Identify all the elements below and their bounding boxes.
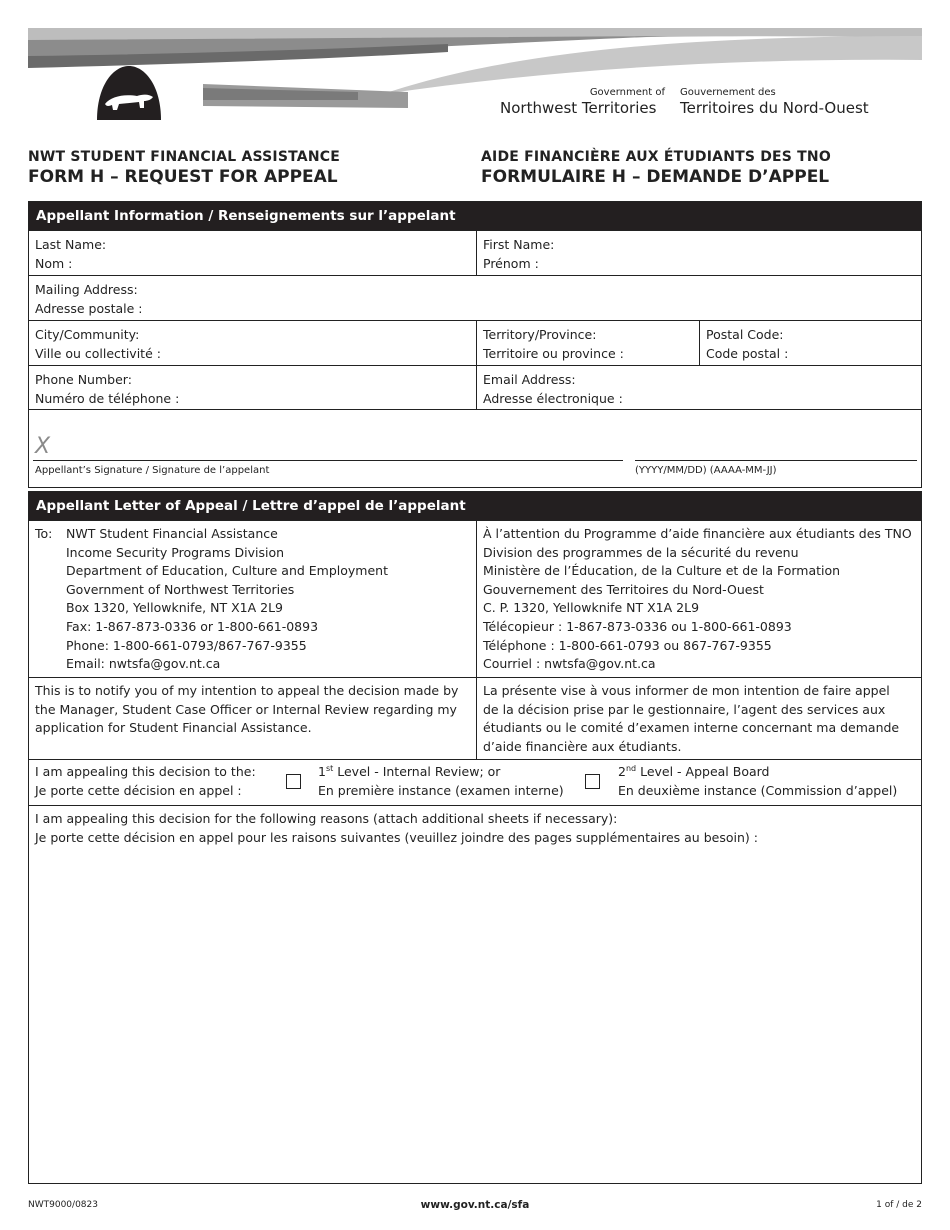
mailing-label-fr: Adresse postale : <box>35 300 143 316</box>
notify-en-line: application for Student Financial Assistance. <box>35 720 312 736</box>
email-label-en: Email Address: <box>483 372 576 387</box>
address-en-line: Phone: 1-800-661-0793/867-767-9355 <box>66 637 307 653</box>
signature-row <box>29 409 921 487</box>
gov-small-en: Government of <box>589 87 665 98</box>
page-number: 1 of / de 2 <box>876 1200 922 1210</box>
address-fr-line: Division des programmes de la sécurité du revenu <box>483 544 799 560</box>
mailing-row <box>29 275 921 320</box>
first-name-label-fr: Prénom : <box>483 255 539 271</box>
notify-en-line: the Manager, Student Case Officer or Internal Review regarding my <box>35 701 457 717</box>
address-fr <box>476 521 921 677</box>
signature-x-mark: X <box>35 434 51 459</box>
footer-url[interactable]: www.gov.nt.ca/sfa <box>420 1199 530 1211</box>
letter-of-appeal-section <box>28 491 922 1184</box>
phone-label-en: Phone Number: <box>35 372 132 387</box>
address-en-line: Fax: 1-867-873-0336 or 1-800-661-0893 <box>66 618 319 634</box>
address-fr-line: C. P. 1320, Yellowknife NT X1A 2L9 <box>483 600 700 616</box>
appellant-info-section <box>28 201 922 488</box>
gov-big-en: Northwest Territories <box>500 99 657 117</box>
reasons-label-fr: Je porte cette décision en appel pour les raisons suivantes (veuillez joindre des pages supplémentaires au besoin) : <box>35 829 758 845</box>
date-label: (YYYY/MM/DD) (AAAA-MM-JJ) <box>635 465 777 476</box>
level2-label <box>618 763 897 800</box>
gov-small-fr: Gouvernement des <box>680 87 776 98</box>
name-row <box>29 230 921 275</box>
level2-fr: En deuxième instance (Commission d’appel) <box>618 782 898 798</box>
territory-field[interactable] <box>476 321 699 365</box>
title-sub-en: NWT STUDENT FINANCIAL ASSISTANCE <box>28 149 340 165</box>
first-name-label-en: First Name: <box>483 237 555 252</box>
level1-checkbox[interactable] <box>286 774 301 789</box>
city-row <box>29 320 921 365</box>
title-sub-fr: AIDE FINANCIÈRE AUX ÉTUDIANTS DES TNO <box>481 149 831 165</box>
form-title-en <box>28 148 340 188</box>
level1-sup: st <box>325 763 334 773</box>
contact-row <box>29 365 921 409</box>
date-line[interactable] <box>635 460 917 461</box>
address-fr-line: Ministère de l’Éducation, de la Culture et de la Formation <box>483 563 841 579</box>
email-label-fr: Adresse électronique : <box>483 390 623 406</box>
postal-label-en: Postal Code: <box>706 327 784 342</box>
address-fr-line: Télécopieur : 1-867-873-0336 ou 1-800-661-0893 <box>483 618 792 634</box>
first-name-field[interactable] <box>476 231 921 275</box>
to-label: To: <box>35 526 53 541</box>
level2-checkbox[interactable] <box>585 774 600 789</box>
address-en-line: Department of Education, Culture and Employment <box>66 563 388 579</box>
appeal-to-fr: Je porte cette décision en appel : <box>35 782 242 798</box>
email-field[interactable] <box>476 366 921 409</box>
territory-label-en: Territory/Province: <box>483 327 597 342</box>
address-en-line: NWT Student Financial Assistance <box>66 526 278 541</box>
appellant-info-heading: Appellant Information / Renseignements sur l’appelant <box>29 202 921 230</box>
last-name-label-fr: Nom : <box>35 255 73 271</box>
address-en-line: Email: nwtsfa@gov.nt.ca <box>66 656 221 672</box>
address-fr-line: Téléphone : 1-800-661-0793 ou 867-767-9355 <box>483 637 772 653</box>
address-en <box>29 521 476 677</box>
phone-label-fr: Numéro de téléphone : <box>35 390 180 406</box>
title-main-en: FORM H – REQUEST FOR APPEAL <box>28 167 338 187</box>
level1-num: 1 <box>318 764 326 779</box>
gov-name-fr <box>680 86 869 118</box>
notification-en <box>29 678 476 759</box>
reasons-field[interactable] <box>29 805 921 1185</box>
address-fr-line: À l’attention du Programme d’aide financière aux étudiants des TNO <box>483 526 912 541</box>
notify-fr-line: étudiants ou le comité d’examen interne concernant ma demande <box>483 720 900 736</box>
notify-fr-line: d’aide financière aux étudiants. <box>483 738 682 754</box>
phone-field[interactable] <box>29 366 476 409</box>
postal-code-field[interactable] <box>699 321 921 365</box>
address-en-line: Government of Northwest Territories <box>66 581 295 597</box>
mailing-label-en: Mailing Address: <box>35 282 138 297</box>
gov-name-en <box>500 86 665 118</box>
appeal-to-label <box>35 763 256 800</box>
form-title-fr <box>481 148 831 188</box>
reasons-label-en: I am appealing this decision for the following reasons (attach additional sheets if necessary): <box>35 811 618 826</box>
postal-label-fr: Code postal : <box>706 345 789 361</box>
letter-heading: Appellant Letter of Appeal / Lettre d’appel de l’appelant <box>29 492 921 520</box>
appeal-level-row <box>29 759 921 805</box>
notify-en-line: This is to notify you of my intention to appeal the decision made by <box>35 683 459 698</box>
city-label-en: City/Community: <box>35 327 140 342</box>
mailing-address-field[interactable] <box>29 276 921 320</box>
last-name-label-en: Last Name: <box>35 237 107 252</box>
level2-num: 2 <box>618 764 626 779</box>
address-row <box>29 520 921 677</box>
address-fr-line: Gouvernement des Territoires du Nord-Ouest <box>483 581 764 597</box>
address-en-line: Income Security Programs Division <box>66 544 285 560</box>
city-label-fr: Ville ou collectivité : <box>35 345 161 361</box>
territory-label-fr: Territoire ou province : <box>483 345 624 361</box>
nwt-polar-bear-logo <box>95 64 163 122</box>
notify-fr-line: La présente vise à vous informer de mon intention de faire appel <box>483 683 890 698</box>
address-fr-line: Courriel : nwtsfa@gov.nt.ca <box>483 656 656 672</box>
title-main-fr: FORMULAIRE H – DEMANDE D’APPEL <box>481 167 830 187</box>
address-en-line: Box 1320, Yellowknife, NT X1A 2L9 <box>66 600 283 616</box>
notify-fr-line: de la décision prise par le gestionnaire, l’agent des services aux <box>483 701 886 717</box>
gov-big-fr: Territoires du Nord-Ouest <box>680 99 869 117</box>
address-en-lines <box>66 525 388 674</box>
level1-fr: En première instance (examen interne) <box>318 782 564 798</box>
signature-line[interactable] <box>33 460 623 461</box>
level1-en: Level - Internal Review; or <box>333 764 501 779</box>
last-name-field[interactable] <box>29 231 476 275</box>
level2-sup: nd <box>625 763 637 773</box>
form-code: NWT9000/0823 <box>28 1200 98 1210</box>
appeal-to-en: I am appealing this decision to the: <box>35 764 256 779</box>
notification-row <box>29 677 921 759</box>
level1-label <box>318 763 564 800</box>
city-field[interactable] <box>29 321 476 365</box>
level2-en: Level - Appeal Board <box>636 764 770 779</box>
signature-label: Appellant’s Signature / Signature de l’appelant <box>35 465 270 476</box>
notification-fr <box>476 678 921 759</box>
